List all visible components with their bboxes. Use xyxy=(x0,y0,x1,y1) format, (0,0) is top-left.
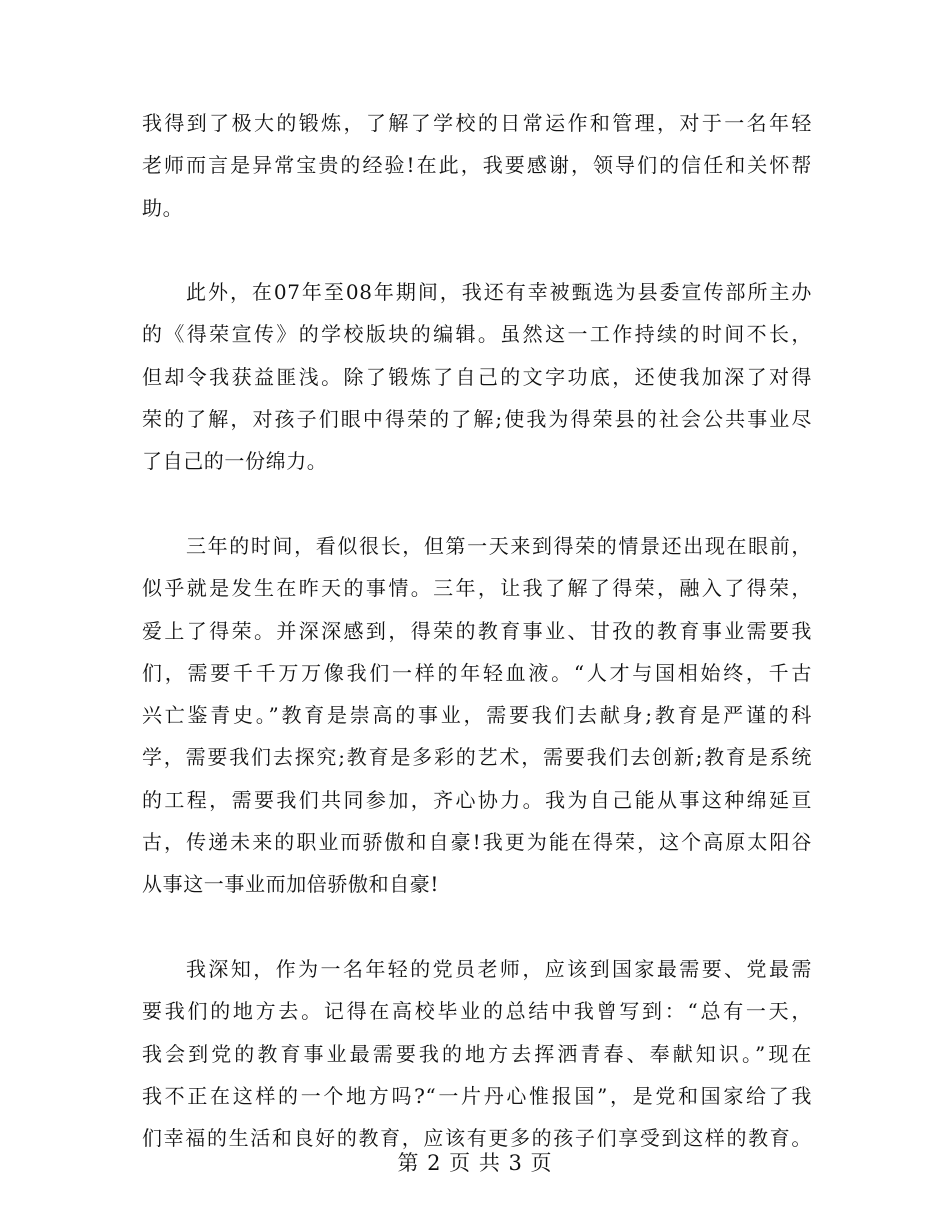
text-line: 的工程，需要我们共同参加，齐心协力。我为自己能从事这种绵延亘 xyxy=(142,787,812,812)
text-line: 爱上了得荣。并深深感到，得荣的教育事业、甘孜的教育事业需要我 xyxy=(142,618,812,643)
text-line: 我会到党的教育事业最需要我的地方去挥洒青春、奉献知识。”现在 xyxy=(142,1041,812,1066)
paragraph-3 xyxy=(142,525,812,906)
text-line: 荣的了解，对孩子们眼中得荣的了解;使我为得荣县的社会公共事业尽 xyxy=(142,407,812,432)
text-line: 三年的时间，看似很长，但第一天来到得荣的情景还出现在眼前， xyxy=(186,533,812,558)
paragraph-2 xyxy=(142,271,812,482)
text-line: 助。 xyxy=(142,195,184,220)
text-line: 从事这一事业而加倍骄傲和自豪! xyxy=(142,872,440,897)
text-line: 老师而言是异常宝贵的经验!在此，我要感谢，领导们的信任和关怀帮 xyxy=(142,153,812,178)
text-line: 们幸福的生活和良好的教育，应该有更多的孩子们享受到这样的教育。 xyxy=(142,1126,812,1151)
paragraph-spacer xyxy=(142,483,812,525)
text-line: 我得到了极大的锻炼，了解了学校的日常运作和管理，对于一名年轻 xyxy=(142,111,812,135)
paragraph-4 xyxy=(142,948,812,1159)
text-line: 了自己的一份绵力。 xyxy=(142,449,328,474)
text-line: 学，需要我们去探究;教育是多彩的艺术，需要我们去创新;教育是系统 xyxy=(142,745,812,770)
text-line: 们，需要千千万万像我们一样的年轻血液。“人才与国相始终，千古 xyxy=(142,660,812,685)
paragraph-spacer xyxy=(142,906,812,948)
text-line: 古，传递未来的职业而骄傲和自豪!我更为能在得荣，这个高原太阳谷 xyxy=(142,830,812,855)
text-line: 要我们的地方去。记得在高校毕业的总结中我曾写到：“总有一天， xyxy=(142,999,812,1024)
page-number-footer: 第 2 页 共 3 页 xyxy=(397,1151,553,1175)
paragraph-spacer xyxy=(142,229,812,271)
text-line: 我不正在这样的一个地方吗?“一片丹心惟报国”，是党和国家给了我 xyxy=(142,1083,812,1108)
text-line: 兴亡鉴青史。”教育是崇高的事业，需要我们去献身;教育是严谨的科 xyxy=(142,703,812,728)
text-line: 但却令我获益匪浅。除了锻炼了自己的文字功底，还使我加深了对得 xyxy=(142,364,812,389)
text-line: 我深知，作为一名年轻的党员老师，应该到国家最需要、党最需 xyxy=(186,956,812,981)
text-line: 此外，在07年至08年期间，我还有幸被甄选为县委宣传部所主办 xyxy=(186,280,812,305)
text-line: 的《得荣宣传》的学校版块的编辑。虽然这一工作持续的时间不长， xyxy=(142,322,812,347)
document-body xyxy=(142,102,812,1159)
text-line: 似乎就是发生在昨天的事情。三年，让我了解了得荣，融入了得荣， xyxy=(142,576,812,601)
paragraph-1 xyxy=(142,102,812,229)
